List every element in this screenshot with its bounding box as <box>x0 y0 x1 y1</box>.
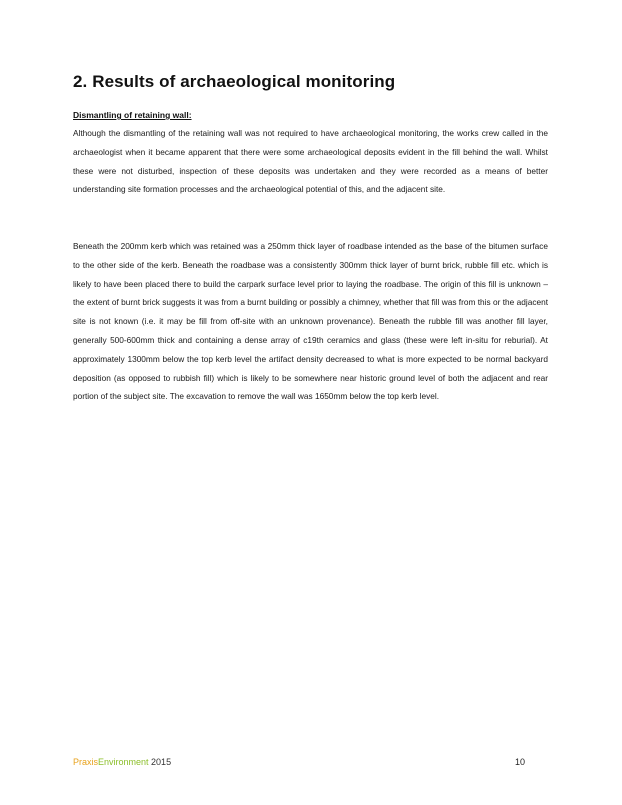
subsection-heading: Dismantling of retaining wall: <box>73 110 192 120</box>
body-paragraph-1: Although the dismantling of the retaining wall was not required to have archaeological monitoring, the works crew called in the archaeologist when it became apparent that there were some archaeological deposits evident in the fill behind the wall. Whilst these were not disturbed, inspection of these deposits was undertaken and they were recorded as a means of better understanding site formation processes and the archaeological potential of this, and the adjacent site. <box>73 128 548 195</box>
footer-brand-environment: Environment <box>98 757 149 767</box>
footer-year: 2015 <box>148 757 172 767</box>
page-number: 10 <box>515 757 526 767</box>
body-paragraph-2: Beneath the 200mm kerb which was retained was a 250mm thick layer of roadbase intended as the base of the bitumen surface to the other side of the kerb. Beneath the roadbase was a consistently 300mm thick layer of burnt brick, rubble fill etc. which is likely to have been placed there to build the carpark surface level prior to laying the roadbase. The origin of this fill is unknown – the extent of burnt brick suggests it was from a burnt building or possibly a chimney, whether that fill was from this or the adjacent site is not known (i.e. it may be fill from off-site with an unknown provenance). Beneath the rubble fill was another fill layer, generally 500-600mm thick and containing a dense array of c19th ceramics and glass (these were left in-situ for reburial). At approximately 1300mm below the top kerb level the artifact density decreased to what is more expected to be normal backyard deposition (as opposed to rubbish fill) which is likely to be somewhere near historic ground level of both the adjacent and rear portion of the subject site. The excavation to remove the wall was 1650mm below the top kerb level. <box>73 241 548 402</box>
footer-brand-praxis: Praxis <box>73 757 99 767</box>
footer-brand <box>73 757 171 767</box>
section-heading: 2. Results of archaeological monitoring <box>73 72 396 91</box>
